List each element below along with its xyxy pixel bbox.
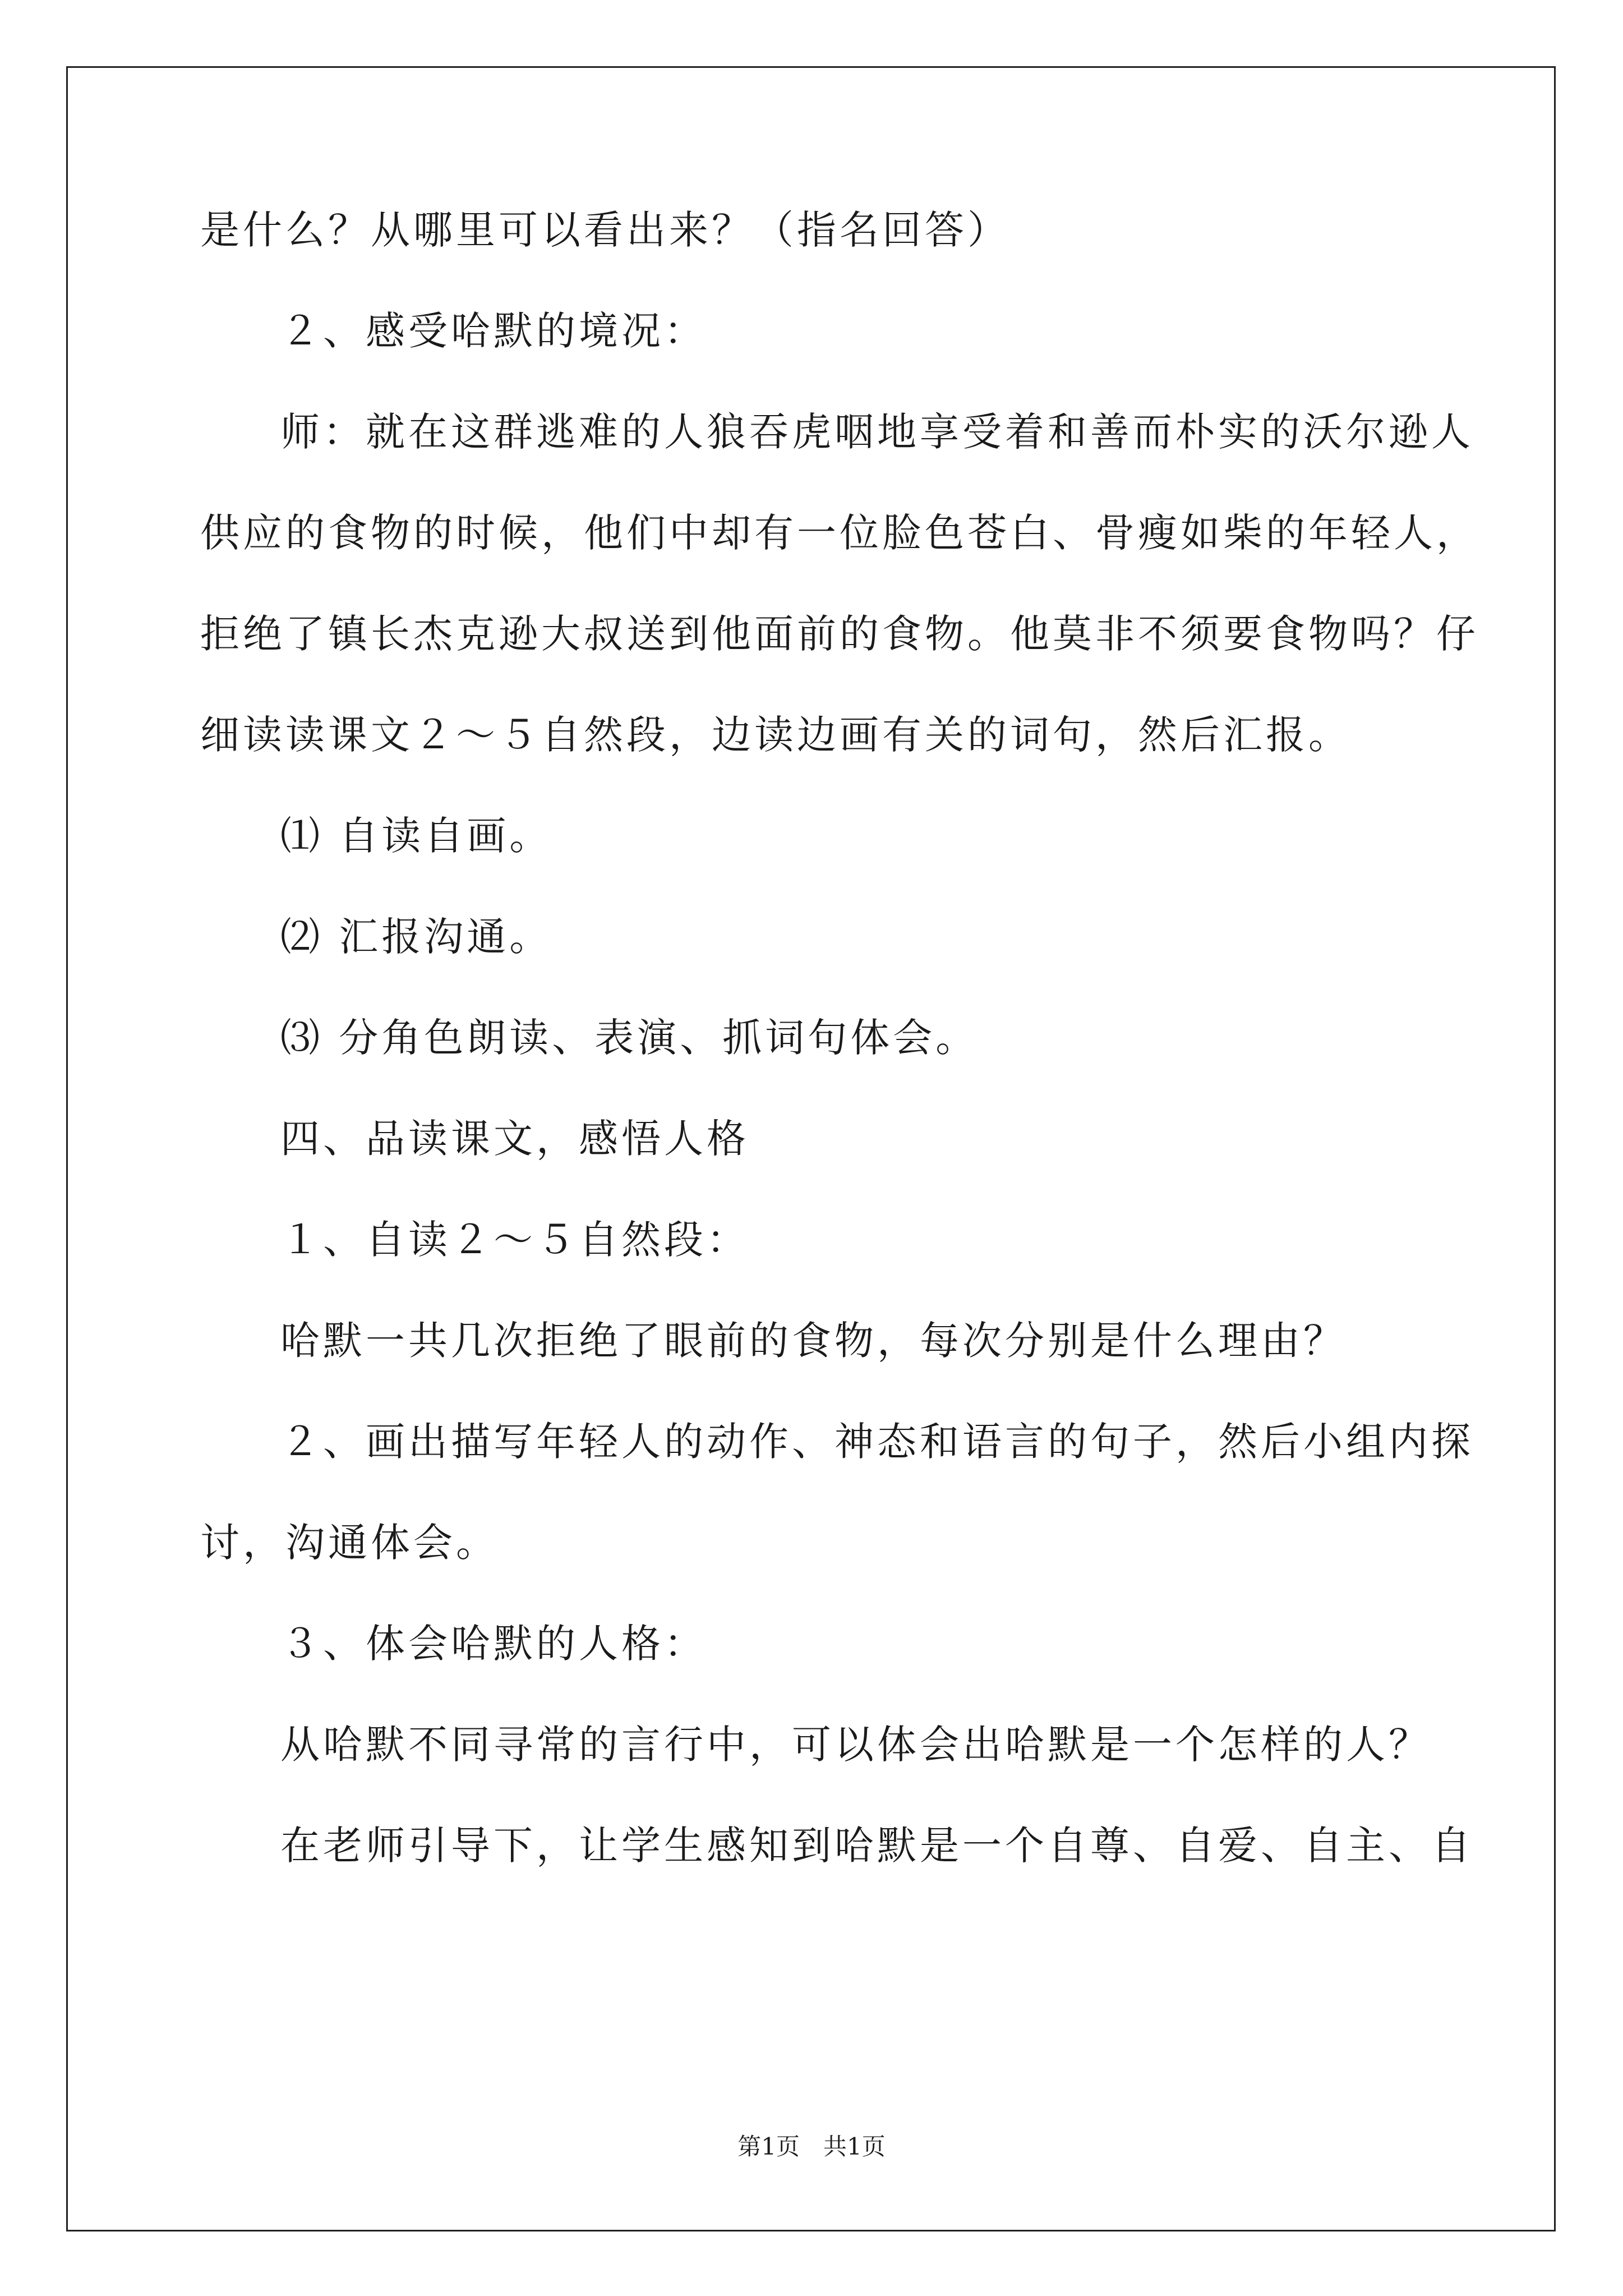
text-line-9: ⑶ 分角色朗读、表演、抓词句体会。 <box>280 1015 979 1061</box>
text-line-12: 哈默一共几次拒绝了眼前的食物，每次分别是什么理由？ <box>280 1318 1346 1364</box>
text-line-17: 在老师引导下，让学生感知到哈默是一个自尊、自爱、自主、自 <box>280 1823 1474 1869</box>
section-heading-4: 四、品读课文，感悟人格 <box>280 1116 749 1162</box>
text-line-16: 从哈默不同寻常的言行中，可以体会出哈默是一个怎样的人？ <box>280 1722 1431 1768</box>
page-footer: 第1页 共1页 <box>737 2133 886 2160</box>
text-line-11: １、自读２～５自然段： <box>280 1217 749 1263</box>
text-line-4: 供应的食物的时候，他们中却有一位脸色苍白、骨瘦如柴的年轻人， <box>200 510 1479 556</box>
text-line-8: ⑵ 汇报沟通。 <box>280 914 552 960</box>
text-line-6: 细读读课文２～５自然段，边读边画有关的词句，然后汇报。 <box>200 712 1351 758</box>
text-line-15: ３、体会哈默的人格： <box>280 1621 707 1667</box>
text-line-7: ⑴ 自读自画。 <box>280 813 552 859</box>
text-line-13: ２、画出描写年轻人的动作、神态和语言的句子，然后小组内探 <box>280 1419 1474 1465</box>
text-line-14: 讨，沟通体会。 <box>200 1520 499 1566</box>
text-line-1: 是什么？从哪里可以看出来？（指名回答） <box>200 207 1010 253</box>
text-line-3: 师：就在这群逃难的人狼吞虎咽地享受着和善而朴实的沃尔逊人 <box>280 409 1474 455</box>
text-line-2: ２、感受哈默的境况： <box>280 308 707 354</box>
text-line-5: 拒绝了镇长杰克逊大叔送到他面前的食物。他莫非不须要食物吗？仔 <box>200 611 1479 657</box>
